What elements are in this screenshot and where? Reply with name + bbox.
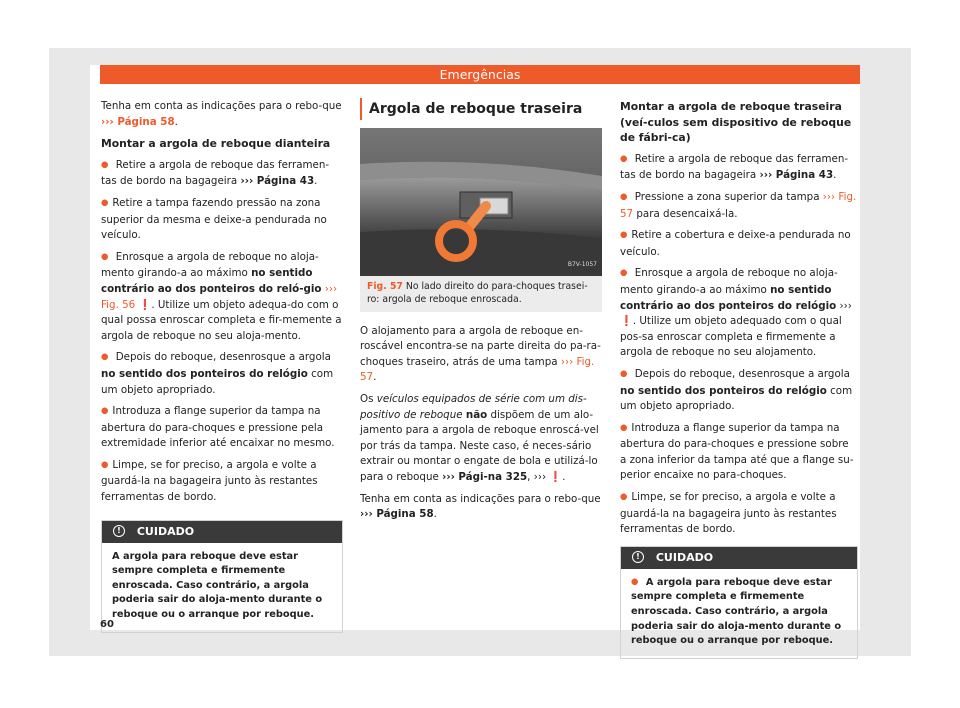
paragraph: Os veículos equipados de série com um dis-positivo de reboque não dispõem de um alo-jamento para a argola de reboque enroscá-vel por trás da tampa. Neste caso, é neces-sário extrair ou montar o engate de bola e utilizá-lo para o reboque ››› Pági-na 325, ››› ❗. [360,392,599,483]
figure-link[interactable]: ››› Fig. 57 [360,355,595,384]
list-item: ● Depois do reboque, desenrosque a argola no sentido dos ponteiros do relógio com um objeto apropriado. [101,350,343,398]
page-link[interactable]: ››› Página 58 [360,508,434,521]
info-icon: ! [632,551,644,563]
list-item: ● Pressione a zona superior da tampa ››› Fig. 57 para desencaixá-la. [620,190,858,222]
page-link[interactable]: ››› Página 43 [240,175,315,188]
towing-eye-illustration [360,128,602,276]
info-icon: ! [113,525,125,537]
list-item: ● Enrosque a argola de reboque no aloja-mento girando-a ao máximo no sentido contrário ao dos ponteiros do relógio ››› ❗. Utilize um objeto adequado com o qual pos-sa enroscar completa e firmemente a argola de reboque no seu alojamento. [620,266,858,361]
warning-icon: ››› ❗ [533,470,563,483]
warning-icon: ❗ [138,298,152,311]
page-link[interactable]: ››› Página 58 [101,115,175,128]
chapter-header: Emergências [100,65,860,84]
figure-link[interactable]: ››› Fig. 57 [620,190,857,220]
intro-paragraph: Tenha em conta as indicações para o rebo-que ››› Página 58. [101,100,342,128]
list-item: ● Limpe, se for preciso, a argola e volte a guardá-la na bagageira junto às restantes ferramentas de bordo. [101,458,343,506]
figure-image [360,128,602,276]
list-item: ● Enrosque a argola de reboque no aloja-mento girando-a ao máximo no sentido contrário ao dos ponteiros do reló-gio ››› Fig. 56 ❗. Utilize um objeto adequa-do com o qual possa enroscar completa e fir-memente a argola de reboque no seu aloja-mento. [101,250,343,345]
column-left [101,99,343,633]
page-number: 60 [100,619,114,630]
figure-caption: Fig. 57 No lado direito do para-choques trasei-ro: argola de reboque enroscada. [360,276,602,312]
list-item: ● Retire a argola de reboque das ferramen-tas de bordo na bagageira ››› Página 43. [101,158,343,190]
list-item: ● Introduza a flange superior da tampa na abertura do para-choques e pressione sobre a zona inferior da tampa até que a flange su-perior encaixe no para-choques. [620,421,858,484]
paragraph: O alojamento para a argola de reboque en-roscável encontra-se na parte direita do pa-ra-choques traseiro, atrás de uma tampa ››› Fig. 57. [360,324,601,384]
warning-icon: ››› ❗ [620,299,852,328]
page-link[interactable]: ››› Página 43 [759,169,834,182]
list-item: ● Retire a argola de reboque das ferramen-tas de bordo na bagageira ››› Página 43. [620,152,858,184]
list-item: ● Limpe, se for preciso, a argola e volte a guardá-la na bagageira junto às restantes ferramentas de bordo. [620,490,858,538]
figure-code: B7V-1057 [567,261,597,269]
caution-box: ! CUIDADO A argola para reboque deve estar sempre completa e firmemente enroscada. Caso contrário, a argola poderia sair do aloja-mento durante o reboque ou o arranque por reboque. [101,520,343,633]
figure-link[interactable]: ››› Fig. 56 [101,282,338,311]
list-item: ● Introduza a flange superior da tampa na abertura do para-choques e pressione pela extremidade inferior até encaixar no mesmo. [101,404,343,452]
section-title: Argola de reboque traseira [360,98,602,120]
page-link[interactable]: ››› Pági-na 325 [442,470,528,483]
list-item: ● Retire a tampa fazendo pressão na zona superior da mesma e deixe-a pendurada no veículo. [101,196,343,244]
column-right [620,99,858,659]
section-heading: Montar a argola de reboque traseira (veí-culos sem dispositivo de reboque de fábri-ca) [620,100,852,145]
bullet-dot [631,577,642,588]
column-middle [360,98,602,529]
paragraph: Tenha em conta as indicações para o rebo-que ››› Página 58. [360,492,601,521]
section-heading: Montar a argola de reboque dianteira [101,137,331,151]
list-item: ● Depois do reboque, desenrosque a argola no sentido dos ponteiros do relógio com um objeto apropriado. [620,367,858,415]
caution-text: A argola para reboque deve estar sempre completa e firmemente enroscada. Caso contrário, a argola poderia sair do aloja-mento durante o reboque ou o arranque por reboque. [631,576,842,647]
caution-box: ! CUIDADO ● A argola para reboque deve estar sempre completa e firmemente enroscada. Caso contrário, a argola poderia sair do aloja-mento durante o reboque ou o arranque por reboque. [620,546,858,659]
caution-text: A argola para reboque deve estar sempre completa e firmemente enroscada. Caso contrário, a argola poderia sair do aloja-mento durante o reboque ou o arranque por reboque. [112,550,323,621]
list-item: ● Retire a cobertura e deixe-a pendurada no veículo. [620,228,858,260]
